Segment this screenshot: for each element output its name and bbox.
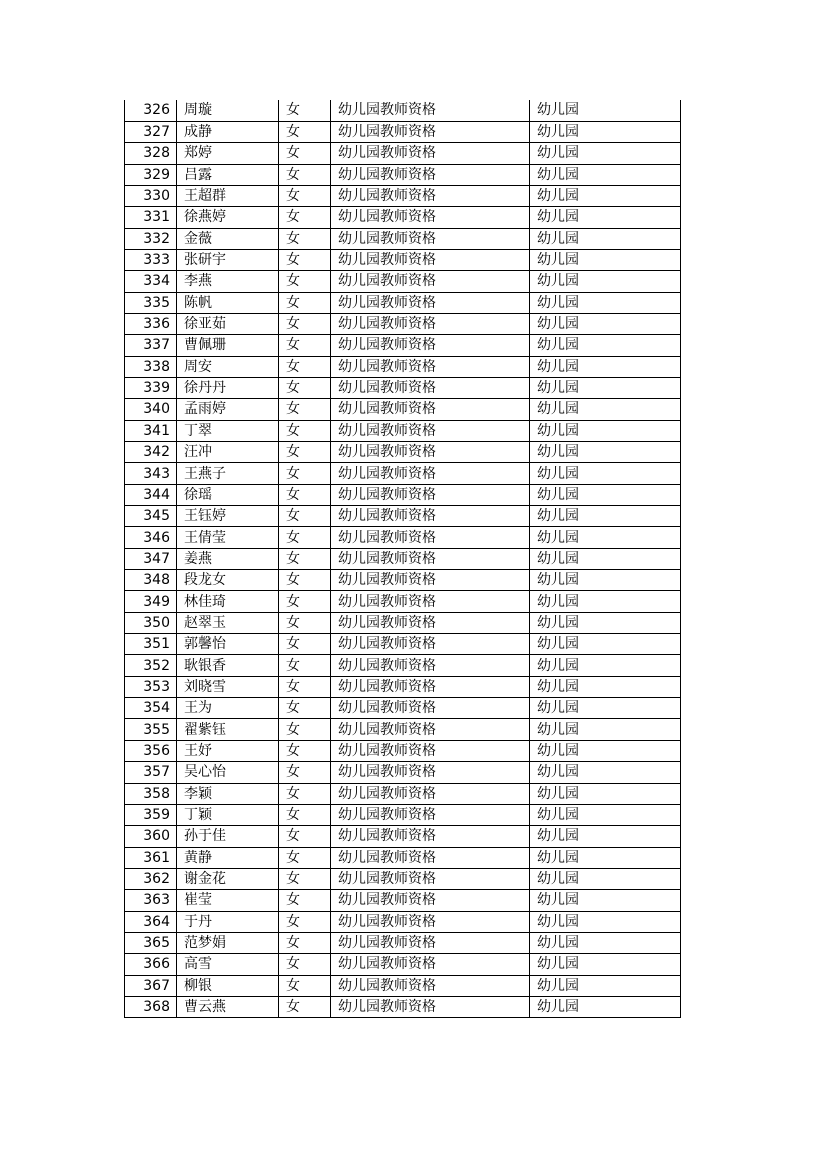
name-cell: 成静: [177, 121, 279, 142]
gender-cell: 女: [279, 847, 331, 868]
name-cell: 孙于佳: [177, 826, 279, 847]
table-row: [125, 100, 681, 121]
subject-cell: 幼儿园: [530, 570, 681, 591]
name-cell: 丁翠: [177, 420, 279, 441]
name-cell: 柳银: [177, 975, 279, 996]
gender-cell: 女: [279, 762, 331, 783]
name-cell: 王钰婷: [177, 506, 279, 527]
gender-cell: 女: [279, 548, 331, 569]
row-number-cell: 346: [125, 527, 177, 548]
subject-cell: 幼儿园: [530, 804, 681, 825]
name-cell: 徐丹丹: [177, 377, 279, 398]
qualification-cell: 幼儿园教师资格: [331, 954, 530, 975]
subject-cell: 幼儿园: [530, 506, 681, 527]
table-row: [125, 612, 681, 633]
gender-cell: 女: [279, 826, 331, 847]
gender-cell: 女: [279, 676, 331, 697]
name-cell: 王妤: [177, 740, 279, 761]
table-row: [125, 143, 681, 164]
gender-cell: 女: [279, 911, 331, 932]
subject-cell: 幼儿园: [530, 249, 681, 270]
subject-cell: 幼儿园: [530, 911, 681, 932]
row-number-cell: 339: [125, 377, 177, 398]
table-row: [125, 911, 681, 932]
gender-cell: 女: [279, 271, 331, 292]
table-row: [125, 185, 681, 206]
table-row: [125, 740, 681, 761]
qualification-cell: 幼儿园教师资格: [331, 463, 530, 484]
table-row: [125, 634, 681, 655]
gender-cell: 女: [279, 698, 331, 719]
subject-cell: 幼儿园: [530, 484, 681, 505]
gender-cell: 女: [279, 783, 331, 804]
subject-cell: 幼儿园: [530, 762, 681, 783]
name-cell: 汪冲: [177, 442, 279, 463]
name-cell: 范梦娟: [177, 932, 279, 953]
gender-cell: 女: [279, 868, 331, 889]
gender-cell: 女: [279, 399, 331, 420]
table-row: [125, 932, 681, 953]
subject-cell: 幼儿园: [530, 698, 681, 719]
name-cell: 曹佩珊: [177, 335, 279, 356]
row-number-cell: 351: [125, 634, 177, 655]
name-cell: 周璇: [177, 100, 279, 121]
subject-cell: 幼儿园: [530, 313, 681, 334]
name-cell: 丁颖: [177, 804, 279, 825]
gender-cell: 女: [279, 612, 331, 633]
name-cell: 林佳琦: [177, 591, 279, 612]
name-cell: 吴心怡: [177, 762, 279, 783]
row-number-cell: 348: [125, 570, 177, 591]
qualification-cell: 幼儿园教师资格: [331, 335, 530, 356]
subject-cell: 幼儿园: [530, 292, 681, 313]
gender-cell: 女: [279, 442, 331, 463]
subject-cell: 幼儿园: [530, 612, 681, 633]
qualification-cell: 幼儿园教师资格: [331, 612, 530, 633]
qualification-cell: 幼儿园教师资格: [331, 996, 530, 1017]
qualification-cell: 幼儿园教师资格: [331, 911, 530, 932]
subject-cell: 幼儿园: [530, 548, 681, 569]
table-row: [125, 655, 681, 676]
qualification-cell: 幼儿园教师资格: [331, 719, 530, 740]
name-cell: 于丹: [177, 911, 279, 932]
row-number-cell: 330: [125, 185, 177, 206]
table-row: [125, 506, 681, 527]
subject-cell: 幼儿园: [530, 399, 681, 420]
table-row: [125, 975, 681, 996]
gender-cell: 女: [279, 954, 331, 975]
name-cell: 翟紫钰: [177, 719, 279, 740]
qualification-cell: 幼儿园教师资格: [331, 292, 530, 313]
subject-cell: 幼儿园: [530, 121, 681, 142]
row-number-cell: 363: [125, 890, 177, 911]
qualification-cell: 幼儿园教师资格: [331, 420, 530, 441]
table-row: [125, 442, 681, 463]
roster-body: [125, 100, 681, 1018]
row-number-cell: 343: [125, 463, 177, 484]
name-cell: 张研宇: [177, 249, 279, 270]
qualification-cell: 幼儿园教师资格: [331, 655, 530, 676]
table-row: [125, 548, 681, 569]
subject-cell: 幼儿园: [530, 185, 681, 206]
table-row: [125, 356, 681, 377]
table-row: [125, 164, 681, 185]
table-row: [125, 954, 681, 975]
qualification-cell: 幼儿园教师资格: [331, 932, 530, 953]
qualification-cell: 幼儿园教师资格: [331, 826, 530, 847]
gender-cell: 女: [279, 506, 331, 527]
gender-cell: 女: [279, 655, 331, 676]
gender-cell: 女: [279, 932, 331, 953]
name-cell: 姜燕: [177, 548, 279, 569]
row-number-cell: 352: [125, 655, 177, 676]
table-row: [125, 313, 681, 334]
gender-cell: 女: [279, 740, 331, 761]
gender-cell: 女: [279, 719, 331, 740]
qualification-cell: 幼儿园教师资格: [331, 484, 530, 505]
name-cell: 金薇: [177, 228, 279, 249]
gender-cell: 女: [279, 100, 331, 121]
row-number-cell: 359: [125, 804, 177, 825]
qualification-cell: 幼儿园教师资格: [331, 356, 530, 377]
table-row: [125, 591, 681, 612]
qualification-cell: 幼儿园教师资格: [331, 804, 530, 825]
gender-cell: 女: [279, 484, 331, 505]
row-number-cell: 345: [125, 506, 177, 527]
qualification-cell: 幼儿园教师资格: [331, 847, 530, 868]
gender-cell: 女: [279, 463, 331, 484]
row-number-cell: 360: [125, 826, 177, 847]
name-cell: 段龙女: [177, 570, 279, 591]
name-cell: 曹云燕: [177, 996, 279, 1017]
row-number-cell: 334: [125, 271, 177, 292]
row-number-cell: 353: [125, 676, 177, 697]
subject-cell: 幼儿园: [530, 655, 681, 676]
subject-cell: 幼儿园: [530, 868, 681, 889]
roster-table: [124, 100, 681, 1018]
subject-cell: 幼儿园: [530, 719, 681, 740]
subject-cell: 幼儿园: [530, 634, 681, 655]
table-row: [125, 762, 681, 783]
table-row: [125, 420, 681, 441]
qualification-cell: 幼儿园教师资格: [331, 249, 530, 270]
qualification-cell: 幼儿园教师资格: [331, 890, 530, 911]
row-number-cell: 338: [125, 356, 177, 377]
table-row: [125, 698, 681, 719]
table-row: [125, 271, 681, 292]
name-cell: 高雪: [177, 954, 279, 975]
table-row: [125, 570, 681, 591]
subject-cell: 幼儿园: [530, 676, 681, 697]
name-cell: 崔莹: [177, 890, 279, 911]
row-number-cell: 342: [125, 442, 177, 463]
subject-cell: 幼儿园: [530, 420, 681, 441]
gender-cell: 女: [279, 228, 331, 249]
row-number-cell: 357: [125, 762, 177, 783]
subject-cell: 幼儿园: [530, 996, 681, 1017]
row-number-cell: 326: [125, 100, 177, 121]
row-number-cell: 355: [125, 719, 177, 740]
table-row: [125, 527, 681, 548]
table-row: [125, 399, 681, 420]
table-row: [125, 335, 681, 356]
name-cell: 徐燕婷: [177, 207, 279, 228]
name-cell: 王倩莹: [177, 527, 279, 548]
row-number-cell: 362: [125, 868, 177, 889]
qualification-cell: 幼儿园教师资格: [331, 271, 530, 292]
row-number-cell: 347: [125, 548, 177, 569]
gender-cell: 女: [279, 591, 331, 612]
row-number-cell: 356: [125, 740, 177, 761]
table-row: [125, 783, 681, 804]
table-row: [125, 249, 681, 270]
subject-cell: 幼儿园: [530, 740, 681, 761]
subject-cell: 幼儿园: [530, 335, 681, 356]
qualification-cell: 幼儿园教师资格: [331, 676, 530, 697]
row-number-cell: 341: [125, 420, 177, 441]
table-row: [125, 719, 681, 740]
table-row: [125, 996, 681, 1017]
row-number-cell: 350: [125, 612, 177, 633]
subject-cell: 幼儿园: [530, 954, 681, 975]
qualification-cell: 幼儿园教师资格: [331, 442, 530, 463]
name-cell: 王为: [177, 698, 279, 719]
gender-cell: 女: [279, 570, 331, 591]
subject-cell: 幼儿园: [530, 463, 681, 484]
gender-cell: 女: [279, 634, 331, 655]
subject-cell: 幼儿园: [530, 975, 681, 996]
gender-cell: 女: [279, 249, 331, 270]
name-cell: 吕露: [177, 164, 279, 185]
row-number-cell: 354: [125, 698, 177, 719]
row-number-cell: 331: [125, 207, 177, 228]
name-cell: 王超群: [177, 185, 279, 206]
gender-cell: 女: [279, 335, 331, 356]
gender-cell: 女: [279, 975, 331, 996]
gender-cell: 女: [279, 292, 331, 313]
table-row: [125, 890, 681, 911]
qualification-cell: 幼儿园教师资格: [331, 783, 530, 804]
name-cell: 赵翠玉: [177, 612, 279, 633]
qualification-cell: 幼儿园教师资格: [331, 100, 530, 121]
name-cell: 徐瑶: [177, 484, 279, 505]
qualification-cell: 幼儿园教师资格: [331, 164, 530, 185]
table-row: [125, 292, 681, 313]
table-row: [125, 847, 681, 868]
qualification-cell: 幼儿园教师资格: [331, 634, 530, 655]
row-number-cell: 367: [125, 975, 177, 996]
qualification-cell: 幼儿园教师资格: [331, 377, 530, 398]
name-cell: 周安: [177, 356, 279, 377]
qualification-cell: 幼儿园教师资格: [331, 698, 530, 719]
subject-cell: 幼儿园: [530, 890, 681, 911]
gender-cell: 女: [279, 185, 331, 206]
row-number-cell: 361: [125, 847, 177, 868]
subject-cell: 幼儿园: [530, 377, 681, 398]
row-number-cell: 368: [125, 996, 177, 1017]
row-number-cell: 333: [125, 249, 177, 270]
gender-cell: 女: [279, 527, 331, 548]
subject-cell: 幼儿园: [530, 271, 681, 292]
row-number-cell: 344: [125, 484, 177, 505]
row-number-cell: 366: [125, 954, 177, 975]
row-number-cell: 336: [125, 313, 177, 334]
row-number-cell: 349: [125, 591, 177, 612]
name-cell: 孟雨婷: [177, 399, 279, 420]
qualification-cell: 幼儿园教师资格: [331, 207, 530, 228]
qualification-cell: 幼儿园教师资格: [331, 527, 530, 548]
subject-cell: 幼儿园: [530, 783, 681, 804]
table-row: [125, 377, 681, 398]
row-number-cell: 365: [125, 932, 177, 953]
subject-cell: 幼儿园: [530, 826, 681, 847]
name-cell: 王燕子: [177, 463, 279, 484]
qualification-cell: 幼儿园教师资格: [331, 506, 530, 527]
subject-cell: 幼儿园: [530, 932, 681, 953]
qualification-cell: 幼儿园教师资格: [331, 548, 530, 569]
subject-cell: 幼儿园: [530, 591, 681, 612]
name-cell: 陈帆: [177, 292, 279, 313]
qualification-cell: 幼儿园教师资格: [331, 570, 530, 591]
gender-cell: 女: [279, 377, 331, 398]
table-row: [125, 121, 681, 142]
qualification-cell: 幼儿园教师资格: [331, 740, 530, 761]
gender-cell: 女: [279, 164, 331, 185]
row-number-cell: 335: [125, 292, 177, 313]
gender-cell: 女: [279, 356, 331, 377]
name-cell: 刘晓雪: [177, 676, 279, 697]
table-row: [125, 804, 681, 825]
gender-cell: 女: [279, 420, 331, 441]
qualification-cell: 幼儿园教师资格: [331, 228, 530, 249]
name-cell: 李颖: [177, 783, 279, 804]
row-number-cell: 327: [125, 121, 177, 142]
gender-cell: 女: [279, 143, 331, 164]
qualification-cell: 幼儿园教师资格: [331, 185, 530, 206]
qualification-cell: 幼儿园教师资格: [331, 762, 530, 783]
subject-cell: 幼儿园: [530, 228, 681, 249]
row-number-cell: 364: [125, 911, 177, 932]
row-number-cell: 332: [125, 228, 177, 249]
name-cell: 谢金花: [177, 868, 279, 889]
gender-cell: 女: [279, 121, 331, 142]
qualification-cell: 幼儿园教师资格: [331, 868, 530, 889]
row-number-cell: 328: [125, 143, 177, 164]
subject-cell: 幼儿园: [530, 100, 681, 121]
name-cell: 郑婷: [177, 143, 279, 164]
qualification-cell: 幼儿园教师资格: [331, 591, 530, 612]
subject-cell: 幼儿园: [530, 847, 681, 868]
gender-cell: 女: [279, 207, 331, 228]
gender-cell: 女: [279, 996, 331, 1017]
subject-cell: 幼儿园: [530, 143, 681, 164]
qualification-cell: 幼儿园教师资格: [331, 399, 530, 420]
qualification-cell: 幼儿园教师资格: [331, 975, 530, 996]
name-cell: 郭馨怡: [177, 634, 279, 655]
subject-cell: 幼儿园: [530, 356, 681, 377]
table-row: [125, 826, 681, 847]
subject-cell: 幼儿园: [530, 527, 681, 548]
subject-cell: 幼儿园: [530, 164, 681, 185]
table-row: [125, 228, 681, 249]
qualification-cell: 幼儿园教师资格: [331, 143, 530, 164]
name-cell: 耿银香: [177, 655, 279, 676]
qualification-cell: 幼儿园教师资格: [331, 313, 530, 334]
row-number-cell: 340: [125, 399, 177, 420]
table-row: [125, 207, 681, 228]
gender-cell: 女: [279, 313, 331, 334]
table-row: [125, 484, 681, 505]
table-row: [125, 868, 681, 889]
gender-cell: 女: [279, 890, 331, 911]
qualification-cell: 幼儿园教师资格: [331, 121, 530, 142]
name-cell: 黄静: [177, 847, 279, 868]
name-cell: 李燕: [177, 271, 279, 292]
table-row: [125, 676, 681, 697]
gender-cell: 女: [279, 804, 331, 825]
row-number-cell: 329: [125, 164, 177, 185]
row-number-cell: 337: [125, 335, 177, 356]
row-number-cell: 358: [125, 783, 177, 804]
table-row: [125, 463, 681, 484]
name-cell: 徐亚茹: [177, 313, 279, 334]
subject-cell: 幼儿园: [530, 442, 681, 463]
subject-cell: 幼儿园: [530, 207, 681, 228]
